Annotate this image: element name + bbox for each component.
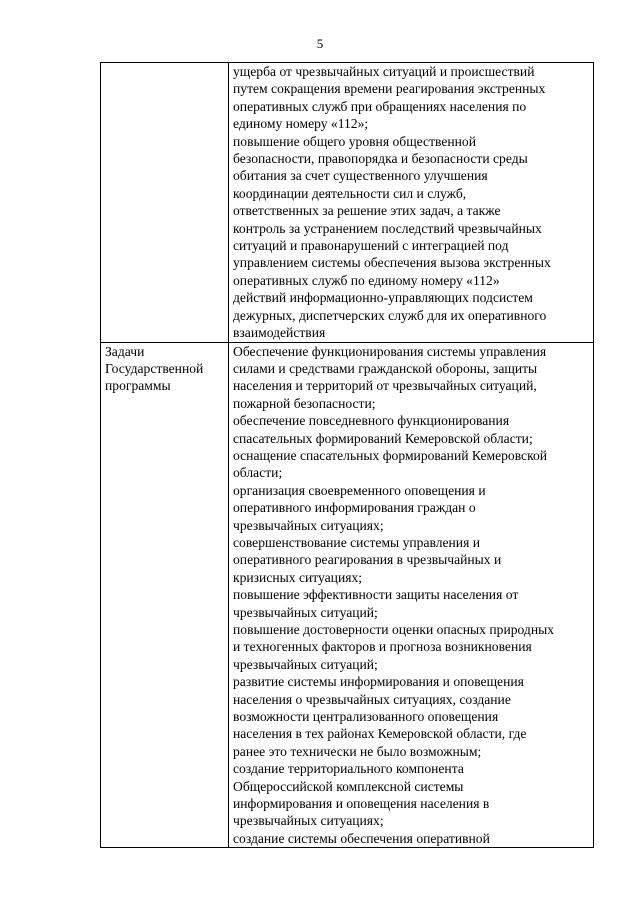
text-line: организация своевременного оповещения и <box>233 482 486 498</box>
page-number: 5 <box>316 36 324 51</box>
text-line: безопасности, правопорядка и безопасности среды <box>233 151 528 167</box>
text-line: чрезвычайных ситуаций; <box>233 656 378 672</box>
text-line: силами и средствами гражданской обороны, защиты <box>233 360 538 376</box>
text-line: чрезвычайных ситуациях; <box>233 813 384 829</box>
text-line: оперативного информирования граждан о <box>233 500 476 516</box>
text-line: населения о чрезвычайных ситуациях, создание <box>233 691 511 707</box>
table-row <box>101 342 594 848</box>
row-content-cell <box>229 342 594 848</box>
text-line: Обеспечение функционирования системы управления <box>233 343 547 359</box>
text-line: спасательных формирований Кемеровской области; <box>233 430 533 446</box>
text-line: контроль за устранением последствий чрезвычайных <box>233 220 542 236</box>
text-line: дежурных, диспетчерских служб для их оперативного <box>233 307 547 323</box>
text-line: взаимодействия <box>233 325 326 341</box>
text-line: путем сокращения времени реагирования экстренных <box>233 81 546 97</box>
text-line: оперативных служб по единому номеру «112» <box>233 272 500 288</box>
text-line: и техногенных факторов и прогноза возникновения <box>233 639 532 655</box>
text-line: кризисных ситуациях; <box>233 569 363 585</box>
text-line: обитания за счет существенного улучшения <box>233 168 488 184</box>
text-line: развитие системы информирования и оповещения <box>233 674 524 690</box>
text-line: ситуаций и правонарушений с интеграцией под <box>233 238 509 254</box>
text-line: населения и территорий от чрезвычайных ситуаций, <box>233 378 537 394</box>
label-line: Задачи <box>105 343 145 359</box>
text-line: повышение общего уровня общественной <box>233 133 477 149</box>
text-line: населения в тех районах Кемеровской области, где <box>233 726 527 742</box>
text-line: единому номеру «112»; <box>233 116 369 132</box>
text-line: ответственных за решение этих задач, а также <box>233 203 501 219</box>
text-line: оперативного реагирования в чрезвычайных и <box>233 552 502 568</box>
text-line: управлением системы обеспечения вызова экстренных <box>233 255 551 271</box>
text-line: Общероссийской комплексной системы <box>233 778 464 794</box>
text-line: совершенствование системы управления и <box>233 534 481 550</box>
row-content-cell <box>229 63 594 343</box>
program-passport-table <box>100 62 594 848</box>
text-line: ранее это технически не было возможным; <box>233 743 482 759</box>
text-line: информирования и оповещения населения в <box>233 796 490 812</box>
text-line: создание системы обеспечения оперативной <box>233 830 490 846</box>
table-body <box>101 63 594 848</box>
text-line: чрезвычайных ситуаций; <box>233 604 378 620</box>
text-line: повышение эффективности защиты населения от <box>233 587 519 603</box>
label-line: Государственной <box>105 360 204 376</box>
text-line: координации деятельности сил и служб, <box>233 185 467 201</box>
text-line: действий информационно-управляющих подсистем <box>233 290 533 306</box>
text-line: оснащение спасательных формирований Кемеровской <box>233 447 548 463</box>
text-line: ущерба от чрезвычайных ситуаций и происшествий <box>233 64 535 79</box>
row-label-cell <box>101 63 229 343</box>
text-line: оперативных служб при обращениях населения по <box>233 98 527 114</box>
text-line: чрезвычайных ситуациях; <box>233 517 384 533</box>
text-line: повышение достоверности оценки опасных природных <box>233 622 555 637</box>
label-line: программы <box>105 378 171 394</box>
text-line: области; <box>233 465 283 481</box>
text-line: обеспечение повседневного функционирования <box>233 413 510 429</box>
text-line: возможности централизованного оповещения <box>233 709 499 725</box>
text-line: пожарной безопасности; <box>233 395 376 411</box>
text-line: создание территориального компонента <box>233 761 464 777</box>
table-row <box>101 63 594 343</box>
row-label-cell <box>101 342 229 848</box>
